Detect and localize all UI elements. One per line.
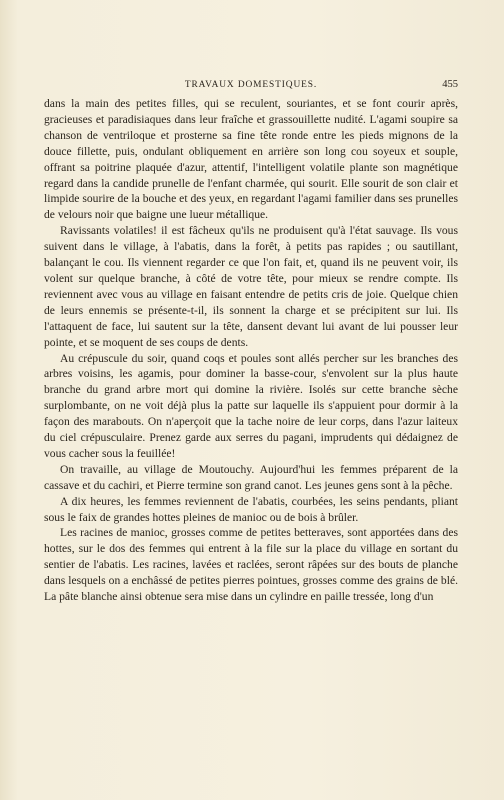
page-number: 455 xyxy=(442,79,458,90)
paragraph: A dix heures, les femmes reviennent de l'abatis, courbées, les seins pendants, pliant sous le faix de grandes hottes pleines de manioc ou de bois à brûler. xyxy=(44,494,458,524)
paragraph: Au crépuscule du soir, quand coqs et poules sont allés percher sur les branches des arbres voisins, les agamis, pour dominer la basse-cour, s'envolent sur la plus haute branche du grand arbre mort qui domine la rivière. Isolés sur cette branche sèche surplombante, on ne voit déjà plus la patte sur laquelle ils s'appuient pour dormir à la façon des marabouts. On n'aperçoit que la tache noire de leur corps, dans l'azur laiteux du ciel crépusculaire. Prenez garde aux serres du pagani, imprudents qui dédaignez de vous cacher sous la feuillée! xyxy=(44,351,458,460)
paragraph: Les racines de manioc, grosses comme de petites betteraves, sont apportées dans des hottes, sur le dos des femmes qui entrent à la file sur la place du village en sortant du sentier de l'abatis. Les racines, lavées et raclées, seront râpées sur des bouts de planche dans lesquels on a enchâssé de petites pierres pointues, grosses comme des grains de blé. La pâte blanche ainsi obtenue sera mise dans un cylindre en paille tressée, long d'un xyxy=(44,526,458,604)
running-title: TRAVAUX DOMESTIQUES. xyxy=(184,80,318,90)
running-head xyxy=(44,78,458,92)
paragraph: dans la main des petites filles, qui se reculent, souriantes, et se font courir après, gracieuses et paradisiaques dans leur fraîche et grassouillette nudité. L'agami soupire sa chanson de ventriloque et prosterne sa fine tête ronde entre les pieds mignons de la douce fillette, puis, ondulant obliquement en arrière son long cou soyeux et souple, offrant sa poitrine plaquée d'azur, attentif, l'intelligent volatile plante son magnétique regard dans la candide prunelle de l'enfant charmée, qui sourit. Elle sourit de son clair et limpide sourire de la bouche et des yeux, en regardant l'agami familier dans ses prunelles de velours noir que baigne une lueur métallique. xyxy=(44,97,458,222)
paragraph: Ravissants volatiles! il est fâcheux qu'ils ne produisent qu'à l'état sauvage. Ils vous suivent dans le village, à l'abatis, dans la forêt, à petits pas rapides ; ou sautillant, balançant le cou. Ils viennent regarder ce que l'on fait, et, quand ils ne peuvent voir, ils volent sur quelque branche, à côté de votre tête, pour mieux se rendre compte. Ils reviennent avec vous au village en faisant entendre de petits cris de joie. Quelque chien de leurs ennemis se présente-t-il, ils sonnent la charge et se précipitent sur lui. Ils l'attaquent de face, lui sautent sur la tête, dansent devant lui avant de lui pousser leur pointe, et se moquent de ses coups de dents. xyxy=(44,224,458,349)
paragraph: On travaille, au village de Moutouchy. Aujourd'hui les femmes préparent de la cassave et du cachiri, et Pierre termine son grand canot. Les jeunes gens sont à la pêche. xyxy=(44,462,458,492)
body-text xyxy=(44,96,458,605)
